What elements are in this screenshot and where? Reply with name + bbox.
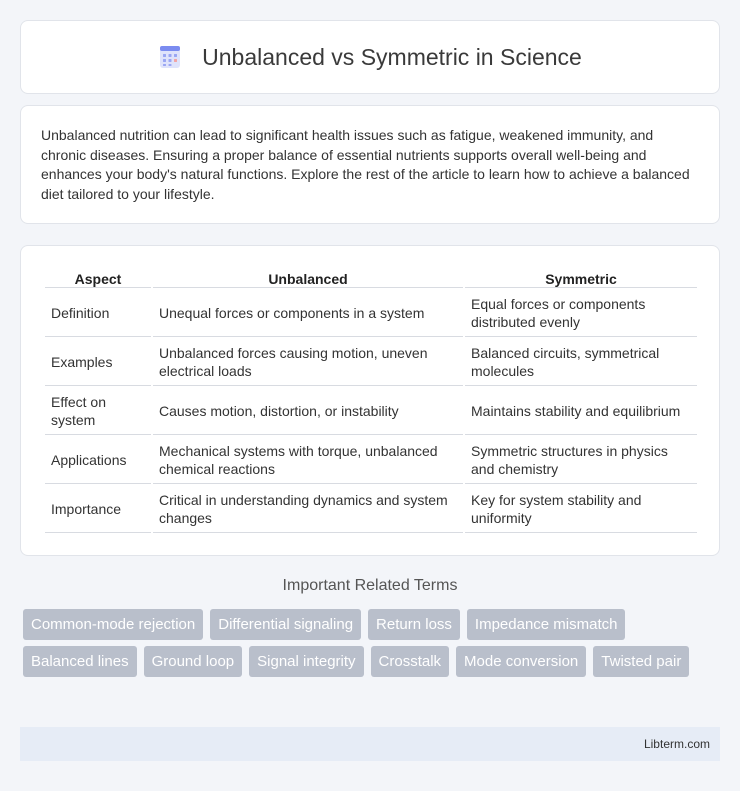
table-row bbox=[45, 339, 697, 386]
related-terms-title: Important Related Terms bbox=[282, 577, 458, 594]
table-cell-aspect: Definition bbox=[45, 290, 151, 337]
table-header-row bbox=[45, 268, 697, 288]
tag-return-loss[interactable]: Return loss bbox=[368, 609, 460, 640]
table-cell-symmetric: Equal forces or components distributed evenly bbox=[465, 290, 697, 337]
header-symmetric: Symmetric bbox=[465, 268, 697, 288]
header-aspect: Aspect bbox=[45, 268, 151, 288]
intro-card bbox=[20, 105, 720, 224]
tag-impedance-mismatch[interactable]: Impedance mismatch bbox=[467, 609, 626, 640]
table-cell-aspect: Examples bbox=[45, 339, 151, 386]
table-cell-aspect: Effect on system bbox=[45, 388, 151, 435]
header-card bbox=[20, 20, 720, 94]
intro-paragraph: Unbalanced nutrition can lead to significant health issues such as fatigue, weakened immunity, and chronic diseases. Ensuring a proper balance of essential nutrients supports overall well-being and enhances your body's natural functions. Explore the rest of the article to learn how to achieve a balanced diet tailored to your lifestyle. bbox=[41, 127, 690, 202]
tag-signal-integrity[interactable]: Signal integrity bbox=[249, 646, 363, 677]
page-title: Unbalanced vs Symmetric in Science bbox=[202, 43, 582, 70]
table-cell-symmetric: Key for system stability and uniformity bbox=[465, 486, 697, 533]
footer-site-link[interactable]: Libterm.com bbox=[643, 737, 710, 751]
tag-crosstalk[interactable]: Crosstalk bbox=[371, 646, 450, 677]
document-grid-icon bbox=[158, 44, 182, 70]
table-cell-aspect: Applications bbox=[45, 437, 151, 484]
table-cell-aspect: Importance bbox=[45, 486, 151, 533]
footer bbox=[20, 727, 720, 761]
table-cell-unbalanced: Unequal forces or components in a system bbox=[153, 290, 463, 337]
table-cell-unbalanced: Mechanical systems with torque, unbalanced chemical reactions bbox=[153, 437, 463, 484]
tag-twisted-pair[interactable]: Twisted pair bbox=[593, 646, 689, 677]
table-cell-symmetric: Symmetric structures in physics and chemistry bbox=[465, 437, 697, 484]
table-cell-unbalanced: Critical in understanding dynamics and system changes bbox=[153, 486, 463, 533]
table-row bbox=[45, 437, 697, 484]
tag-common-mode-rejection[interactable]: Common-mode rejection bbox=[23, 609, 203, 640]
related-terms-tags bbox=[23, 609, 717, 683]
table-row bbox=[45, 290, 697, 337]
comparison-table bbox=[43, 266, 699, 535]
tag-differential-signaling[interactable]: Differential signaling bbox=[210, 609, 361, 640]
table-cell-unbalanced: Causes motion, distortion, or instability bbox=[153, 388, 463, 435]
table-cell-symmetric: Maintains stability and equilibrium bbox=[465, 388, 697, 435]
table-cell-unbalanced: Unbalanced forces causing motion, uneven electrical loads bbox=[153, 339, 463, 386]
tag-balanced-lines[interactable]: Balanced lines bbox=[23, 646, 137, 677]
comparison-table-card bbox=[20, 245, 720, 556]
table-cell-symmetric: Balanced circuits, symmetrical molecules bbox=[465, 339, 697, 386]
table-row bbox=[45, 388, 697, 435]
tag-ground-loop[interactable]: Ground loop bbox=[144, 646, 243, 677]
table-row bbox=[45, 486, 697, 533]
tag-mode-conversion[interactable]: Mode conversion bbox=[456, 646, 586, 677]
header-unbalanced: Unbalanced bbox=[153, 268, 463, 288]
